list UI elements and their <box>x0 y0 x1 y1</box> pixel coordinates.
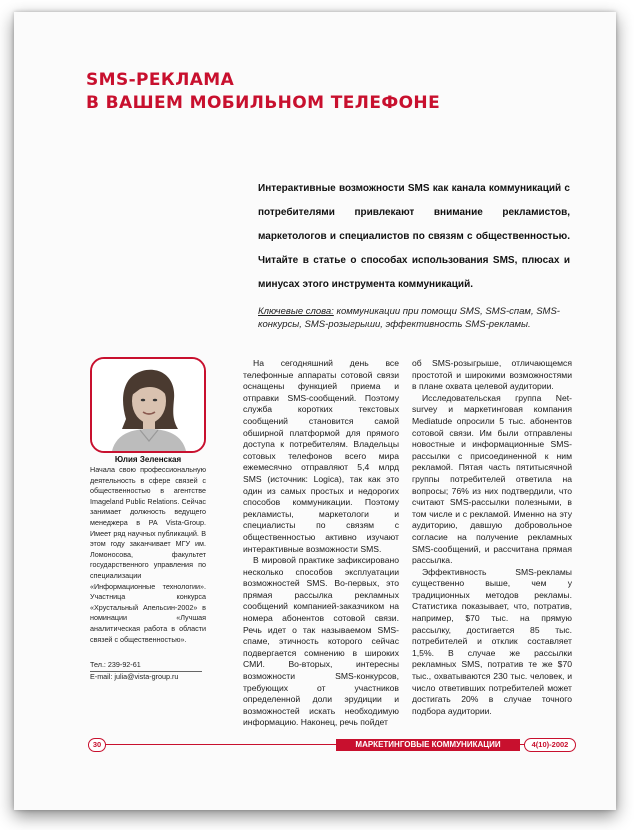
author-contacts <box>90 660 206 682</box>
author-name: Юлия Зеленская <box>114 455 182 464</box>
body-paragraph: Исследовательская группа Net-survey и маркетинговая компания Mediatude опросили 5 тыс. абонентов сотовой связи. Им были отправлены новостные и информационные SMS-рассылки с присоединенной к ним рекламой. Пятая часть пятитысячной группы потребителей ответила на вопросы; 76% из них подтвердили, что считают SMS-рассылки полезными, в том числе и с рекламой. Именно на эту аудиторию, давшую добровольное согласие на получение рекламных SMS-сообщений, и рассчитана прямая рассылка. <box>412 392 572 566</box>
article-title <box>86 69 440 115</box>
author-bio: Начала свою профессиональную деятельность в сфере связей с общественностью в агентстве Imageland Public Relations. Сейчас занимает должность ведущего менеджера в PA Vista-Group. Имеет ряд научных публикаций. В этом году заканчивает МГУ им. Ломоносова, факультет государственного управления по специализации «Информационные технологии». Участница конкурса «Хрустальный Апельсин-2002» в номинации «Лучшая аналитическая работа в области связей с общественностью». <box>90 465 206 644</box>
keywords-text: коммуникации при помощи SMS, SMS-спам, SMS-конкурсы, SMS-розыгрыши, эффективность SMS-рекламы. <box>258 306 560 330</box>
keywords <box>258 305 578 331</box>
page-number: 30 <box>88 738 106 752</box>
body-paragraph: В мировой практике зафиксировано несколько способов эксплуатации возможностей SMS. Во-первых, это прямая рассылка рекламных сообщений компанией-заказчиком на номера абонентов сотовой связи. Речь идет о так называемом SMS-спаме, этичность которого сейчас подвергается сомнению в широких СМИ. Во-вторых, интересны возможности SMS-конкурсов, требующих от участников определенной доли эрудиции и возможностей искать необходимую информацию. Наконец, речь пойдет <box>243 555 399 728</box>
author-portrait-icon <box>92 359 204 451</box>
author-email[interactable]: E-mail: julia@vista-group.ru <box>90 671 179 681</box>
title-line-1: SMS-РЕКЛАМА <box>86 70 235 90</box>
keywords-label: Ключевые слова: <box>258 306 334 317</box>
author-phone: Тел.: 239-92-61 <box>90 660 202 672</box>
journal-name: МАРКЕТИНГОВЫЕ КОММУНИКАЦИИ <box>336 739 520 751</box>
issue-badge: 4(10)-2002 <box>524 738 576 752</box>
body-column-2 <box>412 358 572 717</box>
article-lead: Интерактивные возможности SMS как канала коммуникаций с потребителями привлекают внимание рекламистов, маркетологов и специалистов по связям с общественностью. Читайте в статье о способах использования SMS, плюсах и минусах этого инструмента коммуникаций. <box>258 183 570 290</box>
title-line-2: В ВАШЕМ МОБИЛЬНОМ ТЕЛЕФОНЕ <box>86 93 441 113</box>
body-column-1 <box>243 358 399 729</box>
author-photo <box>90 357 206 453</box>
body-paragraph: Эффективность SMS-рекламы существенно выше, чем у традиционных методов рекламы. Статистика показывает, что, потратив, например, $70 тыс. на прямую рассылку, достигается 85 тыс. потребителей и отклик составляет 1,5%. В случае же рассылки рекламных SMS, потратив те же $70 тыс., охватываются 230 тыс. человек, и число ответивших потребителей может достигать 20% в случае точного подбора аудитории. <box>412 566 572 716</box>
body-paragraph: На сегодняшний день все телефонные аппараты сотовой связи оснащены функцией приема и отправки SMS-сообщений. Поэтому служба коротких текстовых сообщений становится самой обширной платформой для прямого доступа к потребителям. Владельцы сотовых телефонов всего мира ежемесячно отправляют 5,4 млрд SMS (источник: Logica), так как это один из самых простых и недорогих способов коммуникации. Поэтому рекламисты, маркетологи и специалисты по связям с общественностью активно изучают интерактивные возможности SMS. <box>243 358 399 554</box>
body-paragraph: об SMS-розыгрыше, отличающемся простотой и широкими возможностями в плане охвата целевой аудитории. <box>412 358 572 392</box>
magazine-page <box>14 12 616 810</box>
